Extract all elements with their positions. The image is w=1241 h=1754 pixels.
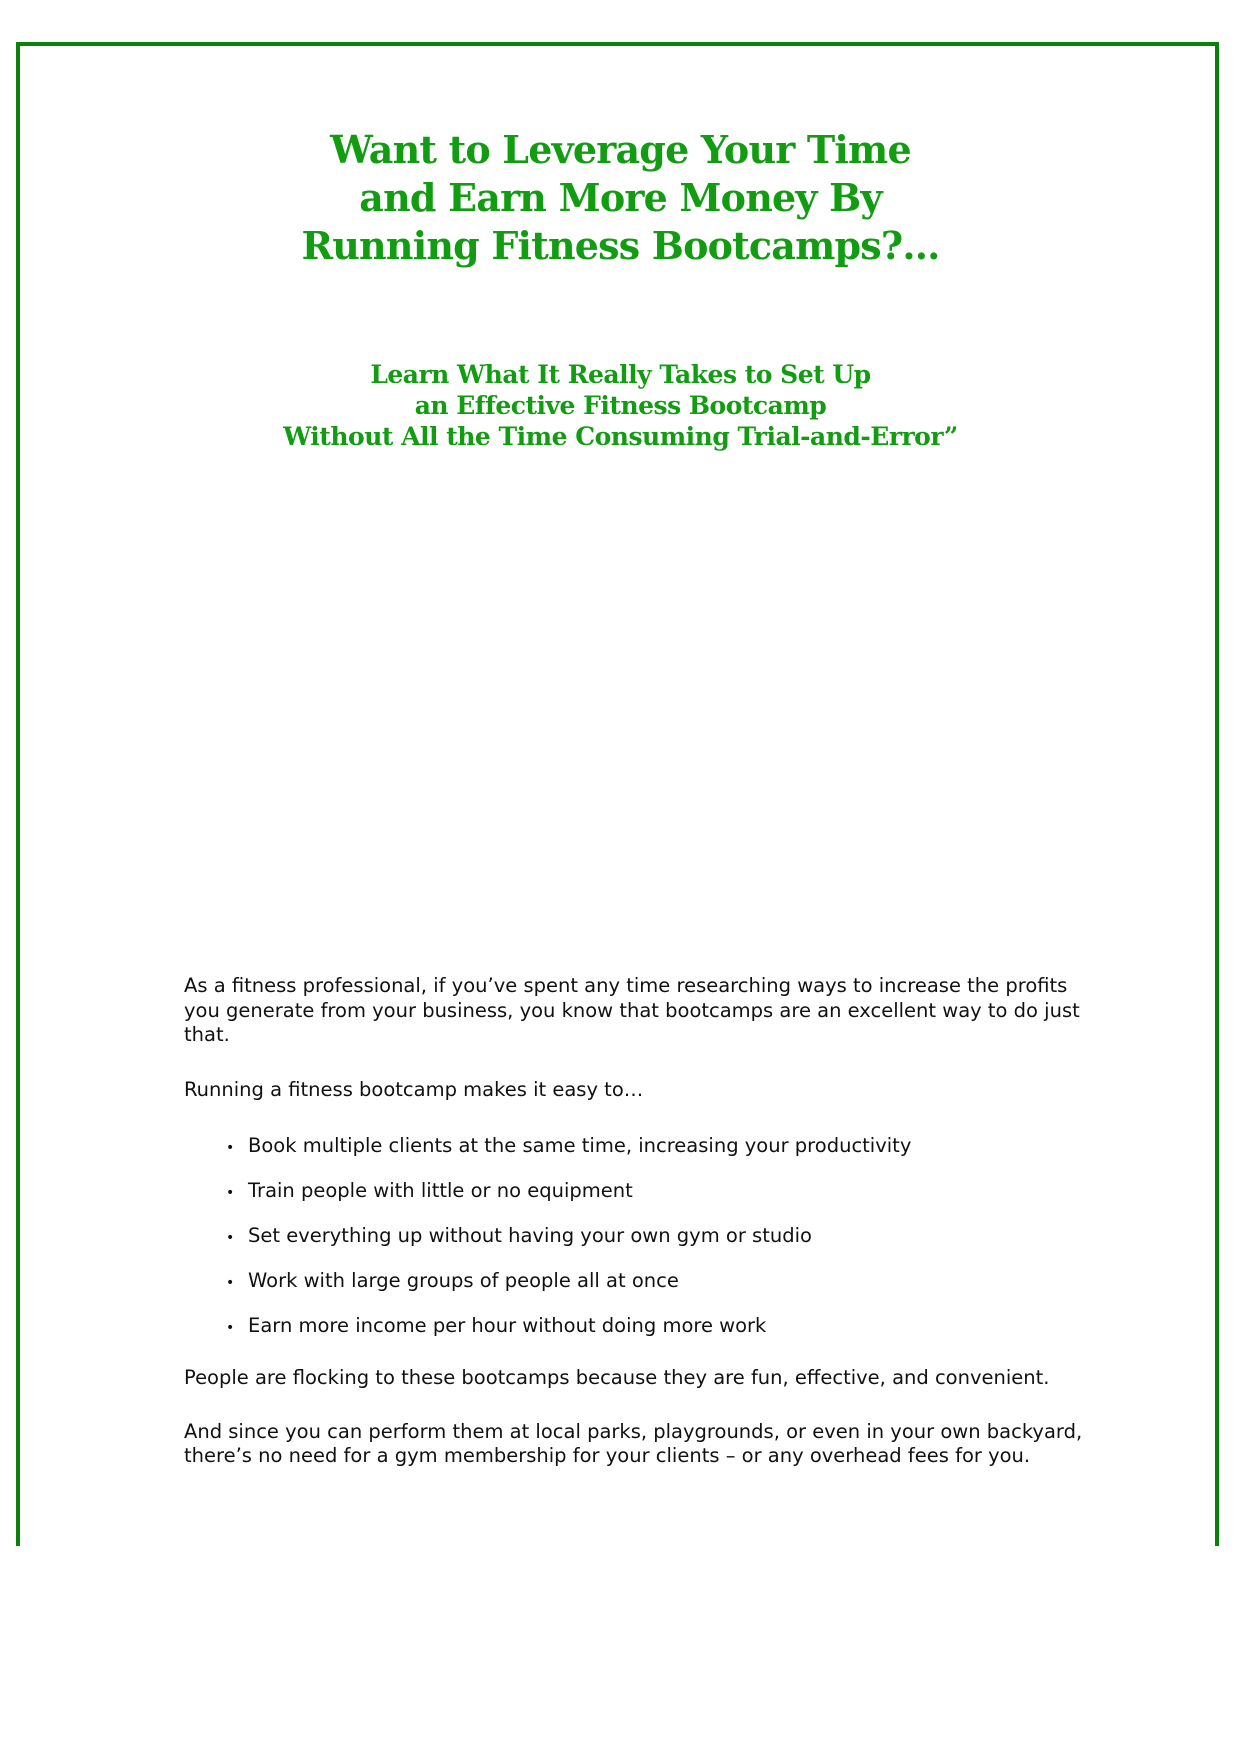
page-headline (0, 126, 1241, 270)
list-item-text: Earn more income per hour without doing more work (248, 1314, 767, 1337)
subheadline-line-2: an Effective Fitness Bootcamp (414, 391, 827, 420)
list-item (184, 1314, 1084, 1338)
headline-line-3: Running Fitness Bootcamps?… (301, 223, 940, 268)
body-copy (184, 974, 1084, 1498)
subheadline-line-3: Without All the Time Consuming Trial-and-Error” (283, 422, 958, 451)
list-item-text: Set everything up without having your own gym or studio (248, 1224, 812, 1247)
list-item-text: Train people with little or no equipment (248, 1179, 633, 1202)
headline-line-1: Want to Leverage Your Time (330, 127, 911, 172)
bullet-icon: • (226, 1320, 235, 1336)
list-item-text: Work with large groups of people all at once (248, 1269, 679, 1292)
bullet-icon: • (226, 1230, 235, 1246)
paragraph-flocking: People are flocking to these bootcamps because they are fun, effective, and convenient. (184, 1366, 1050, 1389)
list-item-text: Book multiple clients at the same time, increasing your productivity (248, 1134, 912, 1157)
subheadline-line-1: Learn What It Really Takes to Set Up (370, 360, 871, 389)
page-subheadline (0, 359, 1241, 452)
list-item (184, 1134, 1084, 1158)
bullet-icon: • (226, 1140, 235, 1156)
list-item (184, 1269, 1084, 1293)
headline-line-2: and Earn More Money By (359, 175, 882, 220)
list-item (184, 1179, 1084, 1203)
bullet-icon: • (226, 1275, 235, 1291)
bullet-icon: • (226, 1185, 235, 1201)
paragraph-list-lead-in: Running a fitness bootcamp makes it easy to… (184, 1077, 644, 1101)
list-item (184, 1224, 1084, 1248)
benefits-list (184, 1134, 1084, 1338)
paragraph-no-overhead: And since you can perform them at local parks, playgrounds, or even in your own backyard, there’s no need for a gym membership for your clients – or any overhead fees for you. (184, 1419, 1083, 1467)
paragraph-intro-profits: As a fitness professional, if you’ve spent any time researching ways to increase the profits you generate from your business, you know that bootcamps are an excellent way to do just that. (184, 974, 1080, 1046)
